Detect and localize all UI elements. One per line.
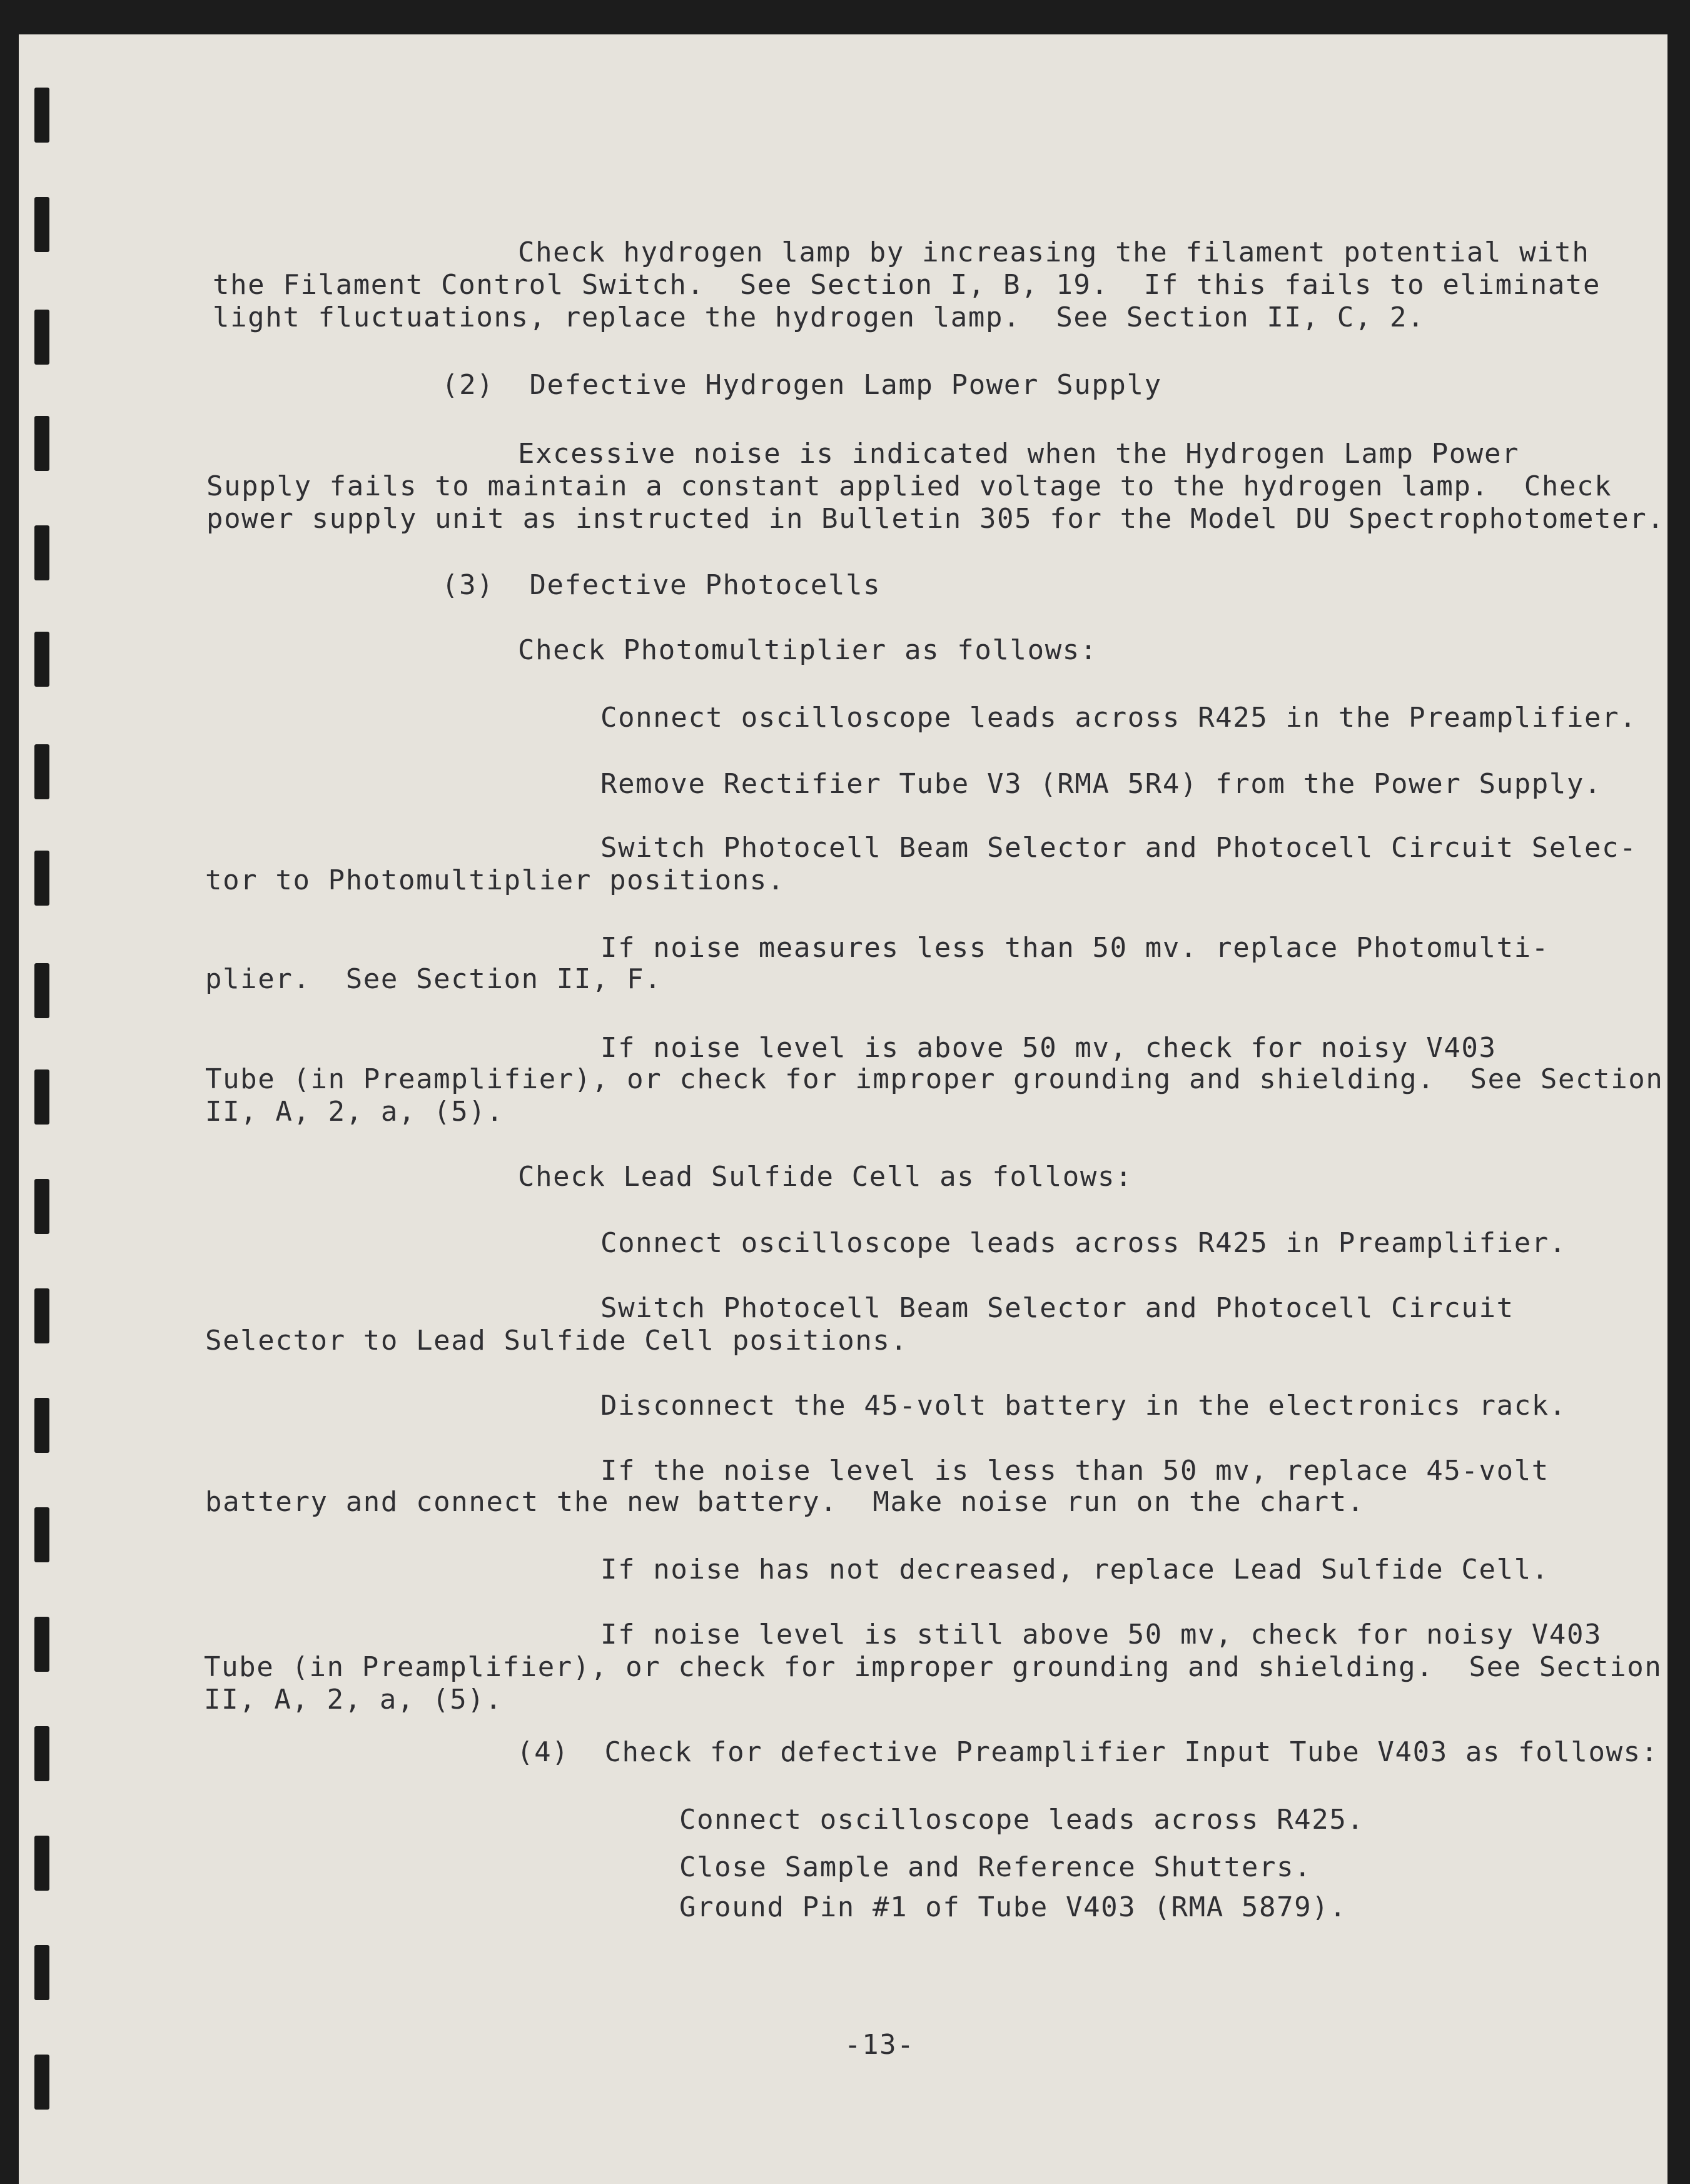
binder-hole	[34, 310, 49, 365]
section-heading: (3) Defective Photocells	[442, 569, 881, 601]
text-line: battery and connect the new battery. Make noise run on the chart.	[205, 1486, 1365, 1518]
binder-hole	[34, 963, 49, 1018]
binder-hole	[34, 416, 49, 471]
binder-hole	[34, 851, 49, 906]
text-line: If noise level is still above 50 mv, check for noisy V403	[600, 1619, 1602, 1651]
text-line: light fluctuations, replace the hydrogen lamp. See Section II, C, 2.	[213, 301, 1425, 333]
binder-hole	[34, 1069, 49, 1125]
text-line: Excessive noise is indicated when the Hydrogen Lamp Power	[518, 438, 1520, 470]
binder-hole	[34, 1507, 49, 1562]
binder-hole	[34, 88, 49, 143]
text-line: Check Lead Sulfide Cell as follows:	[518, 1161, 1133, 1193]
binder-hole	[34, 1945, 49, 2000]
text-line: Switch Photocell Beam Selector and Photocell Circuit Selec-	[600, 832, 1637, 864]
text-line: Switch Photocell Beam Selector and Photocell Circuit	[600, 1292, 1514, 1324]
binder-hole	[34, 2055, 49, 2110]
text-line: Selector to Lead Sulfide Cell positions.	[205, 1325, 908, 1357]
binder-hole	[34, 632, 49, 687]
text-line: Check hydrogen lamp by increasing the filament potential with	[518, 236, 1590, 268]
text-line: plier. See Section II, F.	[205, 963, 662, 995]
binder-hole	[34, 744, 49, 799]
text-line: If the noise level is less than 50 mv, replace 45-volt	[600, 1455, 1549, 1487]
text-line: Remove Rectifier Tube V3 (RMA 5R4) from the Power Supply.	[600, 768, 1602, 800]
text-line: power supply unit as instructed in Bulletin 305 for the Model DU Spectrophotometer.	[206, 503, 1665, 535]
text-line: the Filament Control Switch. See Section I, B, 19. If this fails to eliminate	[213, 269, 1601, 301]
binder-hole	[34, 525, 49, 580]
text-line: Close Sample and Reference Shutters.	[679, 1851, 1312, 1883]
text-line: Connect oscilloscope leads across R425.	[679, 1804, 1365, 1836]
binder-hole	[34, 1288, 49, 1343]
text-line: If noise measures less than 50 mv. replace Photomulti-	[600, 932, 1549, 964]
text-line: Tube (in Preamplifier), or check for improper grounding and shielding. See Section	[205, 1063, 1664, 1095]
section-heading: (4) Check for defective Preamplifier Input Tube V403 as follows:	[517, 1736, 1659, 1768]
binder-hole	[34, 1179, 49, 1234]
text-line: Supply fails to maintain a constant applied voltage to the hydrogen lamp. Check	[206, 470, 1612, 502]
binder-hole	[34, 1617, 49, 1672]
text-line: Tube (in Preamplifier), or check for improper grounding and shielding. See Section	[204, 1651, 1662, 1683]
text-line: II, A, 2, a, (5).	[204, 1684, 503, 1716]
binder-hole	[34, 1726, 49, 1781]
text-line: Connect oscilloscope leads across R425 in the Preamplifier.	[600, 702, 1637, 734]
text-line: Disconnect the 45-volt battery in the electronics rack.	[600, 1390, 1567, 1422]
binder-hole	[34, 197, 49, 252]
binder-hole	[34, 1398, 49, 1453]
section-heading: (2) Defective Hydrogen Lamp Power Supply	[442, 369, 1162, 401]
text-line: II, A, 2, a, (5).	[205, 1096, 504, 1128]
page-number: -13-	[844, 2029, 915, 2061]
text-line: If noise has not decreased, replace Lead Sulfide Cell.	[600, 1554, 1549, 1585]
text-line: tor to Photomultiplier positions.	[205, 864, 785, 896]
text-line: Check Photomultiplier as follows:	[518, 634, 1098, 666]
text-line: If noise level is above 50 mv, check for noisy V403	[600, 1032, 1497, 1064]
text-line: Connect oscilloscope leads across R425 in Preamplifier.	[600, 1227, 1567, 1259]
text-line: Ground Pin #1 of Tube V403 (RMA 5879).	[679, 1891, 1347, 1923]
binder-hole	[34, 1836, 49, 1891]
